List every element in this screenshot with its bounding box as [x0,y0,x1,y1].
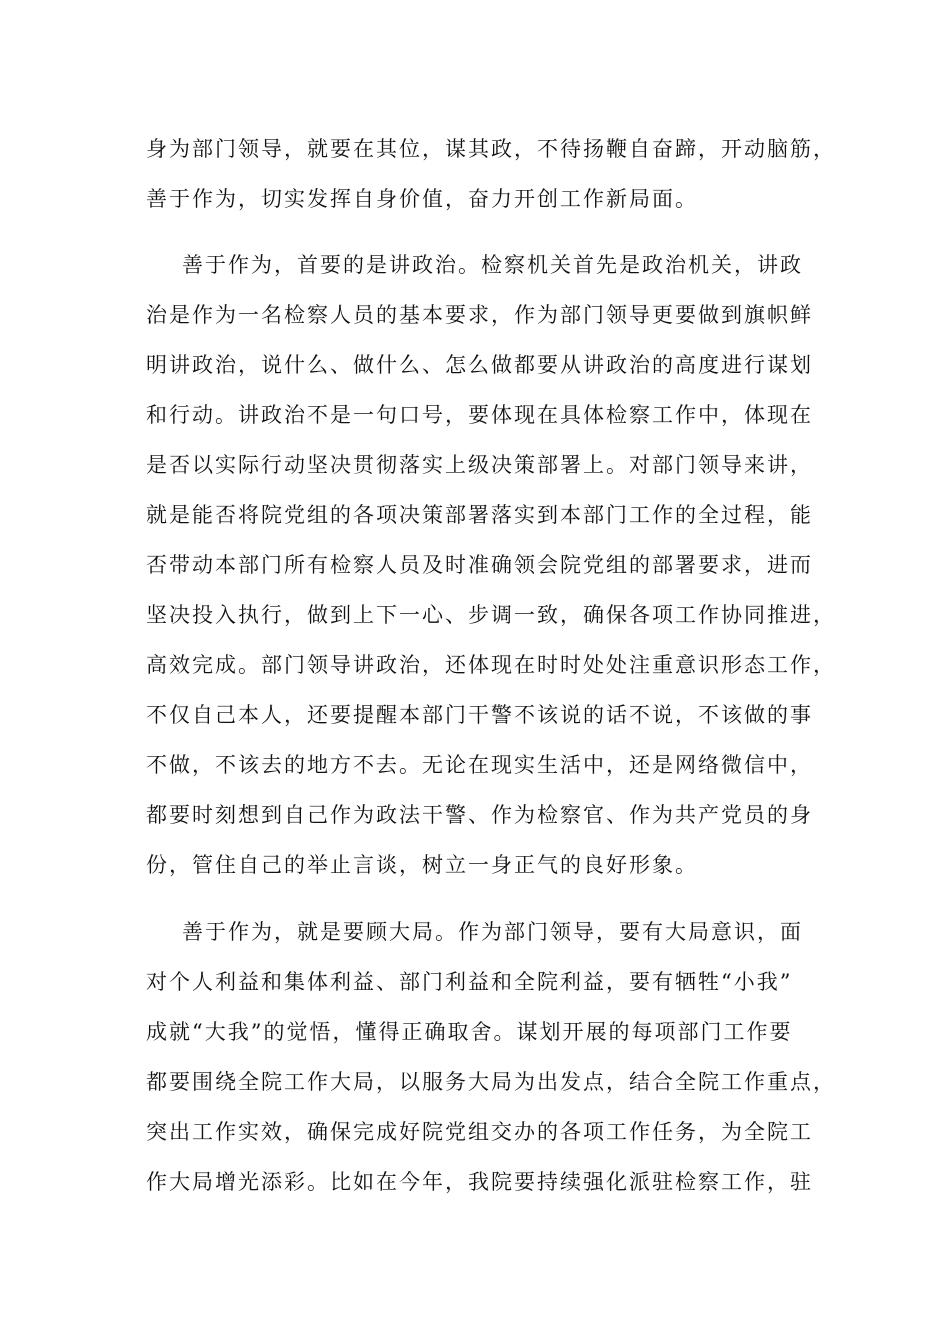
paragraph-line: 突出工作实效，确保完成好院党组交办的各项工作任务，为全院工 [146,1120,813,1144]
paragraph-line: 作大局增光添彩。比如在今年，我院要持续强化派驻检察工作，驻 [146,1170,813,1194]
paragraph-line: 不仅自己本人，还要提醒本部门干警不该说的话不说，不该做的事 [146,703,813,727]
paragraph-line: 善于作为，首要的是讲政治。检察机关首先是政治机关，讲政 [182,253,803,277]
paragraph-line: 坚决投入执行，做到上下一心、步调一致，确保各项工作协同推进， [146,603,836,627]
paragraph-line: 善于作为，切实发挥自身价值，奋力开创工作新局面。 [146,187,698,211]
paragraph-line: 善于作为，就是要顾大局。作为部门领导，要有大局意识，面 [182,920,803,944]
paragraph-line: 是否以实际行动坚决贯彻落实上级决策部署上。对部门领导来讲， [146,453,813,477]
paragraph-line: 都要时刻想到自己作为政法干警、作为检察官、作为共产党员的身 [146,803,813,827]
paragraph-line: 和行动。讲政治不是一句口号，要体现在具体检察工作中，体现在 [146,403,813,427]
paragraph-line: 份，管住自己的举止言谈，树立一身正气的良好形象。 [146,853,698,877]
paragraph-line: 否带动本部门所有检察人员及时准确领会院党组的部署要求，进而 [146,553,813,577]
paragraph-line: 治是作为一名检察人员的基本要求，作为部门领导更要做到旗帜鲜 [146,303,813,327]
paragraph-line: 都要围绕全院工作大局，以服务大局为出发点，结合全院工作重点， [146,1070,836,1094]
paragraph-line: 对个人利益和集体利益、部门利益和全院利益，要有牺牲“小我” [146,970,793,994]
paragraph-line: 身为部门领导，就要在其位，谋其政，不待扬鞭自奋蹄，开动脑筋， [146,137,836,161]
paragraph-line: 高效完成。部门领导讲政治，还体现在时时处处注重意识形态工作， [146,653,836,677]
paragraph-line: 明讲政治，说什么、做什么、怎么做都要从讲政治的高度进行谋划 [146,353,813,377]
paragraph-line: 就是能否将院党组的各项决策部署落实到本部门工作的全过程，能 [146,503,813,527]
paragraph-line: 不做，不该去的地方不去。无论在现实生活中，还是网络微信中， [146,753,813,777]
paragraph-line: 成就“大我”的觉悟，懂得正确取舍。谋划开展的每项部门工作要 [146,1020,793,1044]
